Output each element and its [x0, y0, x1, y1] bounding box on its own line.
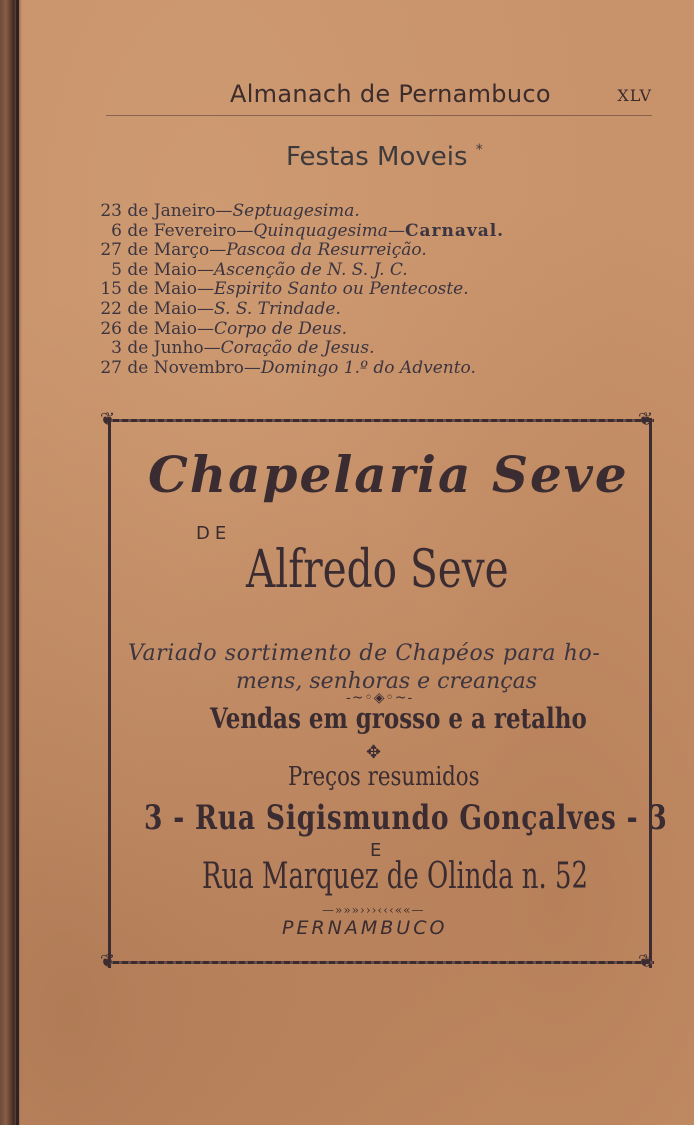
festa-month: Maio: [153, 318, 197, 339]
festa-month: Junho: [153, 338, 204, 359]
ad-de: DE: [196, 523, 232, 544]
page-header: [60, 78, 660, 112]
ad-brand: Chapelaria Seve: [148, 445, 629, 504]
festa-day: 6: [111, 220, 122, 241]
festa-month: Maio: [153, 259, 197, 280]
festa-day: 15: [100, 279, 122, 300]
festa-de: de: [127, 318, 149, 339]
festa-sep: —: [196, 318, 214, 339]
festa-sep: —: [236, 220, 254, 241]
festa-sep: —: [196, 259, 214, 280]
flourish-ornament-icon: ✥: [366, 742, 383, 763]
scroll-ornament-icon: ❦: [100, 409, 116, 430]
ad-address-1: 3 - Rua Sigismundo Gonçalves - 3: [144, 798, 668, 838]
festa-name: Quinquagesima—: [253, 220, 405, 241]
festa-day: 23: [100, 201, 122, 221]
festa-extra: Carnaval.: [404, 220, 505, 241]
festa-de: de: [127, 259, 149, 280]
ad-join: E: [370, 840, 382, 861]
ad-border-line: [104, 961, 654, 964]
festa-name: Domingo 1.º do Advento.: [260, 357, 476, 378]
list-item: [98, 300, 658, 320]
scroll-ornament-icon: ❦: [100, 951, 116, 972]
festa-de: de: [127, 298, 149, 319]
ad-sales: Vendas em grosso e a retalho: [210, 702, 587, 735]
list-item: [98, 241, 658, 261]
festa-name: Coração de Jesus.: [220, 338, 375, 359]
festa-name: Ascenção de N. S. J. C.: [213, 259, 408, 280]
festa-sep: —: [209, 240, 227, 261]
ad-prices: Preços resumidos: [288, 762, 480, 792]
festa-de: de: [127, 220, 149, 241]
list-item: [98, 320, 658, 340]
festa-day: 27: [100, 240, 122, 261]
festa-day: 22: [100, 298, 122, 319]
festa-name: Corpo de Deus.: [213, 318, 347, 339]
running-title: Almanach de Pernambuco: [230, 80, 551, 108]
footnote-mark: *: [475, 142, 483, 158]
ad-description-line2: mens, senhoras e creanças: [236, 669, 538, 694]
list-item: [98, 280, 658, 300]
scroll-ornament-icon: ❦: [638, 951, 654, 972]
ad-description: [128, 640, 628, 696]
festa-name: S. S. Trindade.: [213, 298, 341, 319]
festa-month: Março: [153, 240, 210, 261]
festa-sep: —: [243, 357, 261, 378]
spine-line: [16, 0, 19, 1125]
festa-sep: —: [196, 298, 214, 319]
festa-de: de: [127, 279, 149, 300]
festa-de: de: [127, 201, 149, 221]
festa-month: Novembro: [153, 357, 244, 378]
festa-de: de: [127, 240, 149, 261]
festa-sep: —: [215, 201, 233, 221]
festa-sep: —: [196, 279, 214, 300]
page-number: XLV: [617, 86, 652, 105]
festa-day: 26: [100, 318, 122, 339]
festa-month: Maio: [153, 279, 197, 300]
list-item: [98, 339, 658, 359]
section-title-text: Festas Moveis: [286, 142, 468, 172]
list-item: [98, 359, 658, 379]
festa-name: Pascoa da Resurreição.: [226, 240, 427, 261]
arrow-ornament-icon: —»»»›››‹‹‹««—: [322, 903, 425, 917]
list-item: [98, 261, 658, 281]
ad-border-bottom: [100, 951, 654, 972]
festa-day: 27: [100, 357, 122, 378]
festa-month: Fevereiro: [153, 220, 237, 241]
ad-description-line1: Variado sortimento de Chapéos para ho-: [128, 641, 601, 666]
ad-city: PERNAMBUCO: [282, 917, 448, 939]
festa-month: Janeiro: [153, 201, 216, 221]
ad-owner: Alfredo Seve: [246, 540, 509, 600]
ad-address-2: Rua Marquez de Olinda n. 52: [202, 856, 588, 897]
festa-de: de: [127, 338, 149, 359]
festas-list: [98, 202, 658, 378]
divider-ornament-icon: -~◦◈◦~-: [346, 690, 414, 706]
festa-month: Maio: [153, 298, 197, 319]
festa-sep: —: [203, 338, 221, 359]
scroll-ornament-icon: ❦: [638, 409, 654, 430]
festa-name: Espirito Santo ou Pentecoste.: [213, 279, 469, 300]
header-rule: [106, 115, 652, 116]
festa-day: 3: [111, 338, 122, 359]
section-title: [286, 142, 483, 172]
festa-day: 5: [111, 259, 122, 280]
festa-name: Septuagesima.: [232, 201, 360, 221]
festa-de: de: [127, 357, 149, 378]
list-item: [98, 202, 658, 222]
list-item: [98, 222, 658, 242]
